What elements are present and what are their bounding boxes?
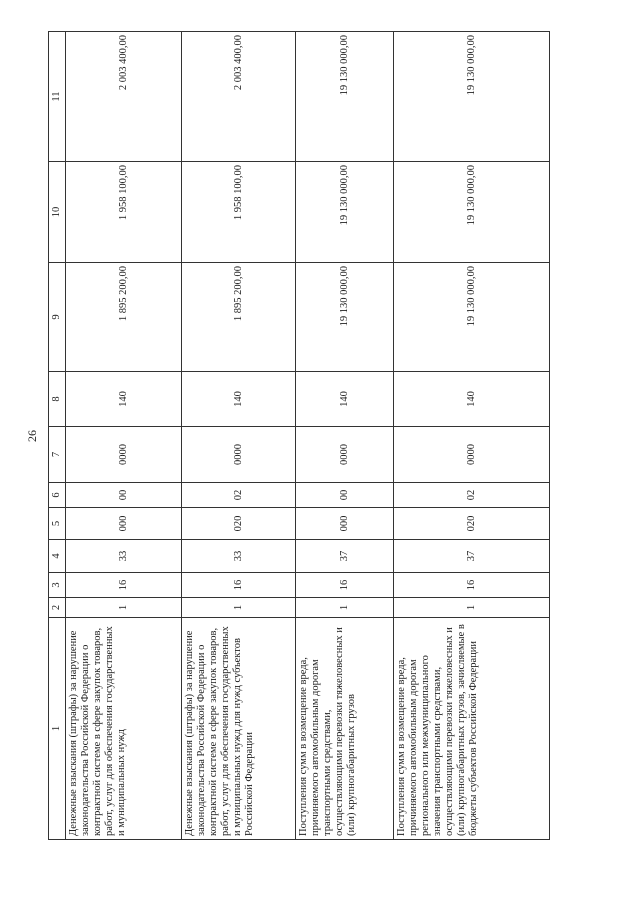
cell-col-7: 0000 xyxy=(182,427,296,483)
cell-col-2: 1 xyxy=(394,598,550,618)
row-description: Поступления сумм в возмещение вреда, причиняемого автомобильным дорогам регионального или межмуниципального значения транспортными средствами, осуществляющими перевозки тяжеловесных и (или) крупногабаритных грузов, зачисляемые в бюджеты субъектов Российской Федерации xyxy=(394,618,550,840)
column-header: 9 xyxy=(49,263,66,372)
column-header: 11 xyxy=(49,32,66,162)
column-header: 8 xyxy=(49,372,66,427)
cell-col-8: 140 xyxy=(182,372,296,427)
cell-col-5: 000 xyxy=(296,508,394,540)
column-header: 2 xyxy=(49,598,66,618)
row-description: Денежные взыскания (штрафы) за нарушение законодательства Российской Федерации о контрактной системе в сфере закупок товаров, работ, услуг для обеспечения государственных и муниципальных нужд xyxy=(66,618,182,840)
cell-col-3: 16 xyxy=(66,573,182,598)
column-header: 7 xyxy=(49,427,66,483)
cell-col-9: 1 895 200,00 xyxy=(182,263,296,372)
cell-col-11: 19 130 000,00 xyxy=(394,32,550,162)
cell-col-6: 02 xyxy=(182,483,296,508)
cell-col-2: 1 xyxy=(66,598,182,618)
cell-col-7: 0000 xyxy=(296,427,394,483)
cell-col-3: 16 xyxy=(394,573,550,598)
cell-col-3: 16 xyxy=(182,573,296,598)
cell-col-6: 00 xyxy=(66,483,182,508)
cell-col-6: 00 xyxy=(296,483,394,508)
table-row xyxy=(182,32,296,840)
cell-col-10: 19 130 000,00 xyxy=(296,162,394,263)
cell-col-9: 19 130 000,00 xyxy=(394,263,550,372)
cell-col-5: 020 xyxy=(394,508,550,540)
column-header: 1 xyxy=(49,618,66,840)
revenue-table xyxy=(48,31,550,840)
column-number-row xyxy=(49,32,66,840)
cell-col-2: 1 xyxy=(182,598,296,618)
cell-col-4: 37 xyxy=(394,540,550,573)
column-header: 10 xyxy=(49,162,66,263)
cell-col-11: 2 003 400,00 xyxy=(66,32,182,162)
table-row xyxy=(66,32,182,840)
cell-col-9: 19 130 000,00 xyxy=(296,263,394,372)
cell-col-6: 02 xyxy=(394,483,550,508)
cell-col-3: 16 xyxy=(296,573,394,598)
page-number: 26 xyxy=(25,430,39,442)
cell-col-8: 140 xyxy=(394,372,550,427)
column-header: 5 xyxy=(49,508,66,540)
cell-col-4: 33 xyxy=(182,540,296,573)
cell-col-11: 2 003 400,00 xyxy=(182,32,296,162)
cell-col-4: 37 xyxy=(296,540,394,573)
cell-col-8: 140 xyxy=(296,372,394,427)
cell-col-7: 0000 xyxy=(394,427,550,483)
cell-col-10: 1 958 100,00 xyxy=(182,162,296,263)
cell-col-5: 020 xyxy=(182,508,296,540)
cell-col-9: 1 895 200,00 xyxy=(66,263,182,372)
cell-col-2: 1 xyxy=(296,598,394,618)
column-header: 3 xyxy=(49,573,66,598)
cell-col-11: 19 130 000,00 xyxy=(296,32,394,162)
row-description: Денежные взыскания (штрафы) за нарушение законодательства Российской Федерации о контрактной системе в сфере закупок товаров, работ, услуг для обеспечения государственных и муниципальных нужд для нужд субъектов Российской Федерации xyxy=(182,618,296,840)
row-description: Поступления сумм в возмещение вреда, причиняемого автомобильным дорогам транспортными средствами, осуществляющими перевозки тяжеловесных и (или) крупногабаритных грузов xyxy=(296,618,394,840)
cell-col-5: 000 xyxy=(66,508,182,540)
column-header: 6 xyxy=(49,483,66,508)
cell-col-7: 0000 xyxy=(66,427,182,483)
column-header: 4 xyxy=(49,540,66,573)
table-row xyxy=(394,32,550,840)
cell-col-10: 1 958 100,00 xyxy=(66,162,182,263)
cell-col-8: 140 xyxy=(66,372,182,427)
table-row xyxy=(296,32,394,840)
cell-col-10: 19 130 000,00 xyxy=(394,162,550,263)
cell-col-4: 33 xyxy=(66,540,182,573)
